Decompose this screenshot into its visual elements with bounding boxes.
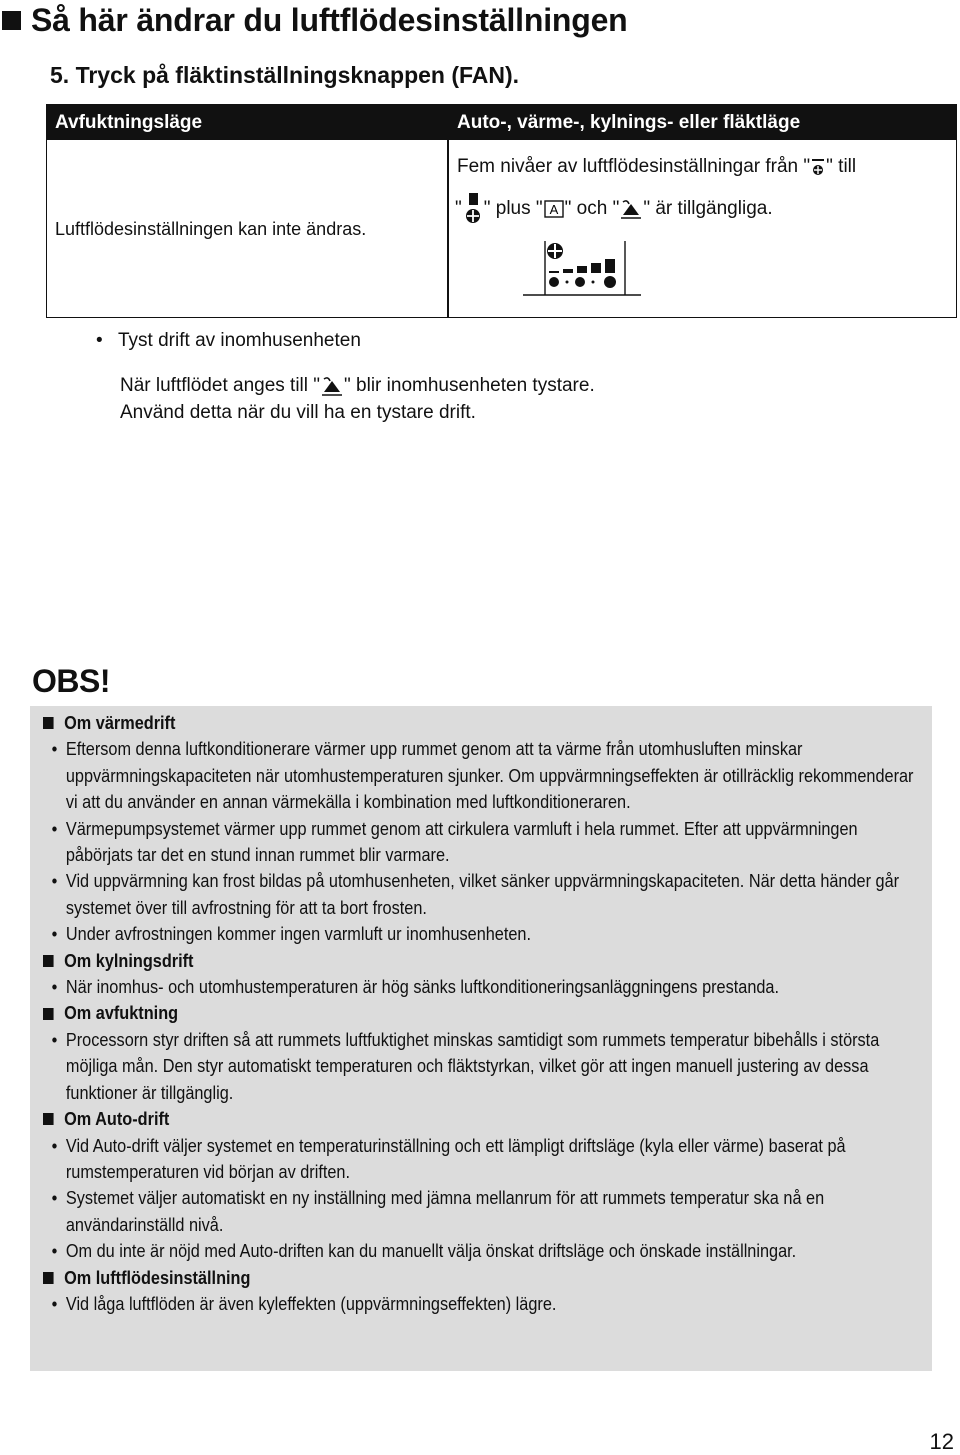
- obs-section-heading: [43, 710, 928, 736]
- text-fragment: " plus ": [483, 198, 543, 220]
- bullet: •: [51, 923, 58, 945]
- text-fragment: " till: [826, 156, 857, 178]
- bullet-text: Om du inte är nöjd med Auto-driften kan du manuellt välja önskat driftsläge och önskade inställningar.: [65, 1240, 797, 1262]
- bullet-text: Eftersom denna luftkonditionerare värmer upp rummet genom att ta värme från utomhusluften minskar uppvärmningskapaciteten när utomhustemperaturen sjunker. Om uppvärmningseffekten är otillräcklig rekommenderar vi att du använder en annan värmekälla i kombination med luftkonditioneraren.: [65, 738, 914, 813]
- section-square-marker: [43, 1272, 54, 1284]
- dehumidify-cell-text: Luftflödesinställningen kan inte ändras.: [55, 219, 367, 239]
- bullet-text: Vid låga luftflöden är även kyleffekten (uppvärmningseffekten) lägre.: [65, 1292, 557, 1314]
- fan-auto-icon: [543, 198, 565, 220]
- obs-label: OBS!: [32, 663, 110, 699]
- fan-quiet-icon: [320, 375, 344, 397]
- obs-bullet-item: [43, 1027, 928, 1106]
- text-fragment: " blir inomhusenheten tystare.: [344, 375, 595, 396]
- quiet-operation-note: [96, 330, 595, 426]
- svg-text:A: A: [549, 202, 558, 217]
- obs-notes-content: [43, 710, 928, 1317]
- airflow-levels-line2: [455, 193, 773, 225]
- table-header-row: [47, 105, 956, 140]
- bullet-text: När inomhus- och utomhustemperaturen är hög sänks luftkonditioneringsanläggningens prestanda.: [65, 976, 780, 998]
- bullet-text: Vid Auto-drift väljer systemet en temperaturinställning och ett lämpligt driftsläge (kyla eller värme) baserat på rumstemperaturen vid början av driften.: [65, 1134, 846, 1182]
- bullet-text: Värmepumpsystemet värmer upp rummet genom att cirkulera varmluft i hela rummet. Efter att uppvärmningen påbörjats tar det en stund innan rummet blir varmare.: [65, 817, 858, 866]
- fan-quiet-icon: [619, 198, 643, 220]
- section-heading-text: Om kylningsdrift: [64, 949, 194, 971]
- fan-high-icon: [462, 193, 484, 225]
- quiet-description: [120, 372, 595, 426]
- quiet-line2: Använd detta när du vill ha en tystare drift.: [120, 402, 476, 423]
- bullet: •: [51, 738, 58, 760]
- section-square-marker: [43, 1113, 54, 1125]
- obs-bullet-item: [43, 974, 928, 1000]
- airflow-levels-line1: [457, 155, 856, 179]
- obs-notes-box: [30, 706, 932, 1371]
- obs-bullet-item: [43, 736, 928, 815]
- page-heading: [2, 0, 628, 40]
- section-square-marker: [43, 1008, 54, 1020]
- section-square-marker: [43, 955, 54, 967]
- bullet: •: [51, 1134, 58, 1156]
- bullet-text: Under avfrostningen kommer ingen varmluft ur inomhusenheten.: [65, 923, 532, 945]
- heading-square-marker: [2, 11, 21, 30]
- obs-section-heading: [43, 948, 928, 974]
- quiet-heading: Tyst drift av inomhusenheten: [118, 330, 361, 351]
- page-title: Så här ändrar du luftflödesinställningen: [31, 1, 628, 38]
- mode-table: [46, 104, 957, 318]
- obs-bullet-item: [43, 1238, 928, 1264]
- column-divider: [447, 140, 449, 317]
- obs-bullet-item: [43, 1291, 928, 1317]
- bullet-text: Processorn styr driften så att rummets luftfuktighet minskas samtidigt som rummets temperatur bibehålls i största möjliga mån. Den styr automatiskt temperaturen och fläktstyrkan, vilket gör att ingen manuell justering av dessa funktioner är tillgänglig.: [65, 1028, 880, 1103]
- section-heading-text: Om värmedrift: [64, 712, 176, 733]
- section-square-marker: [43, 717, 54, 729]
- bullet: •: [51, 817, 58, 839]
- section-heading-text: Om Auto-drift: [64, 1108, 170, 1130]
- col-header-other-modes: Auto-, värme-, kylnings- eller fläktläge: [457, 112, 801, 133]
- text-fragment: När luftflödet anges till ": [120, 375, 321, 396]
- obs-bullet-item: [43, 868, 928, 921]
- fan-speed-level-display-icon: [523, 235, 643, 305]
- obs-section-heading: [43, 1106, 928, 1132]
- text-fragment: ": [455, 198, 462, 220]
- bullet-text: Vid uppvärmning kan frost bildas på utomhusenheten, vilket sänker uppvärmningskapaciteten. När detta händer går systemet över till avfrostning för att ta bort frosten.: [65, 870, 900, 918]
- bullet-text: Systemet väljer automatiskt en ny inställning med jämna mellanrum för att rummets temperatur ska nå en användarinställd nivå.: [65, 1187, 825, 1235]
- text-fragment: " och ": [564, 198, 620, 220]
- obs-bullet-item: [43, 1185, 928, 1238]
- bullet: •: [51, 1292, 58, 1314]
- obs-bullet-item: [43, 921, 928, 947]
- fan-low-icon: [810, 155, 826, 179]
- bullet: •: [96, 330, 103, 351]
- col-header-dehumidify: Avfuktningsläge: [55, 112, 203, 133]
- bullet: •: [51, 976, 58, 998]
- obs-section-heading: [43, 1265, 928, 1291]
- obs-bullet-item: [43, 816, 928, 869]
- bullet: •: [51, 1240, 58, 1262]
- obs-section-heading: [43, 1000, 928, 1026]
- obs-bullet-item: [43, 1133, 928, 1186]
- bullet: •: [51, 1187, 58, 1209]
- text-fragment: " är tillgängliga.: [643, 198, 773, 220]
- bullet: •: [51, 870, 58, 892]
- page-number: 12: [929, 1429, 954, 1454]
- bullet: •: [51, 1028, 58, 1050]
- section-heading-text: Om avfuktning: [64, 1002, 179, 1024]
- text-fragment: Fem nivåer av luftflödesinställningar från ": [457, 156, 811, 178]
- section-heading-text: Om luftflödesinställning: [64, 1266, 251, 1288]
- step-instruction: 5. Tryck på fläktinställningsknappen (FAN).: [50, 62, 520, 88]
